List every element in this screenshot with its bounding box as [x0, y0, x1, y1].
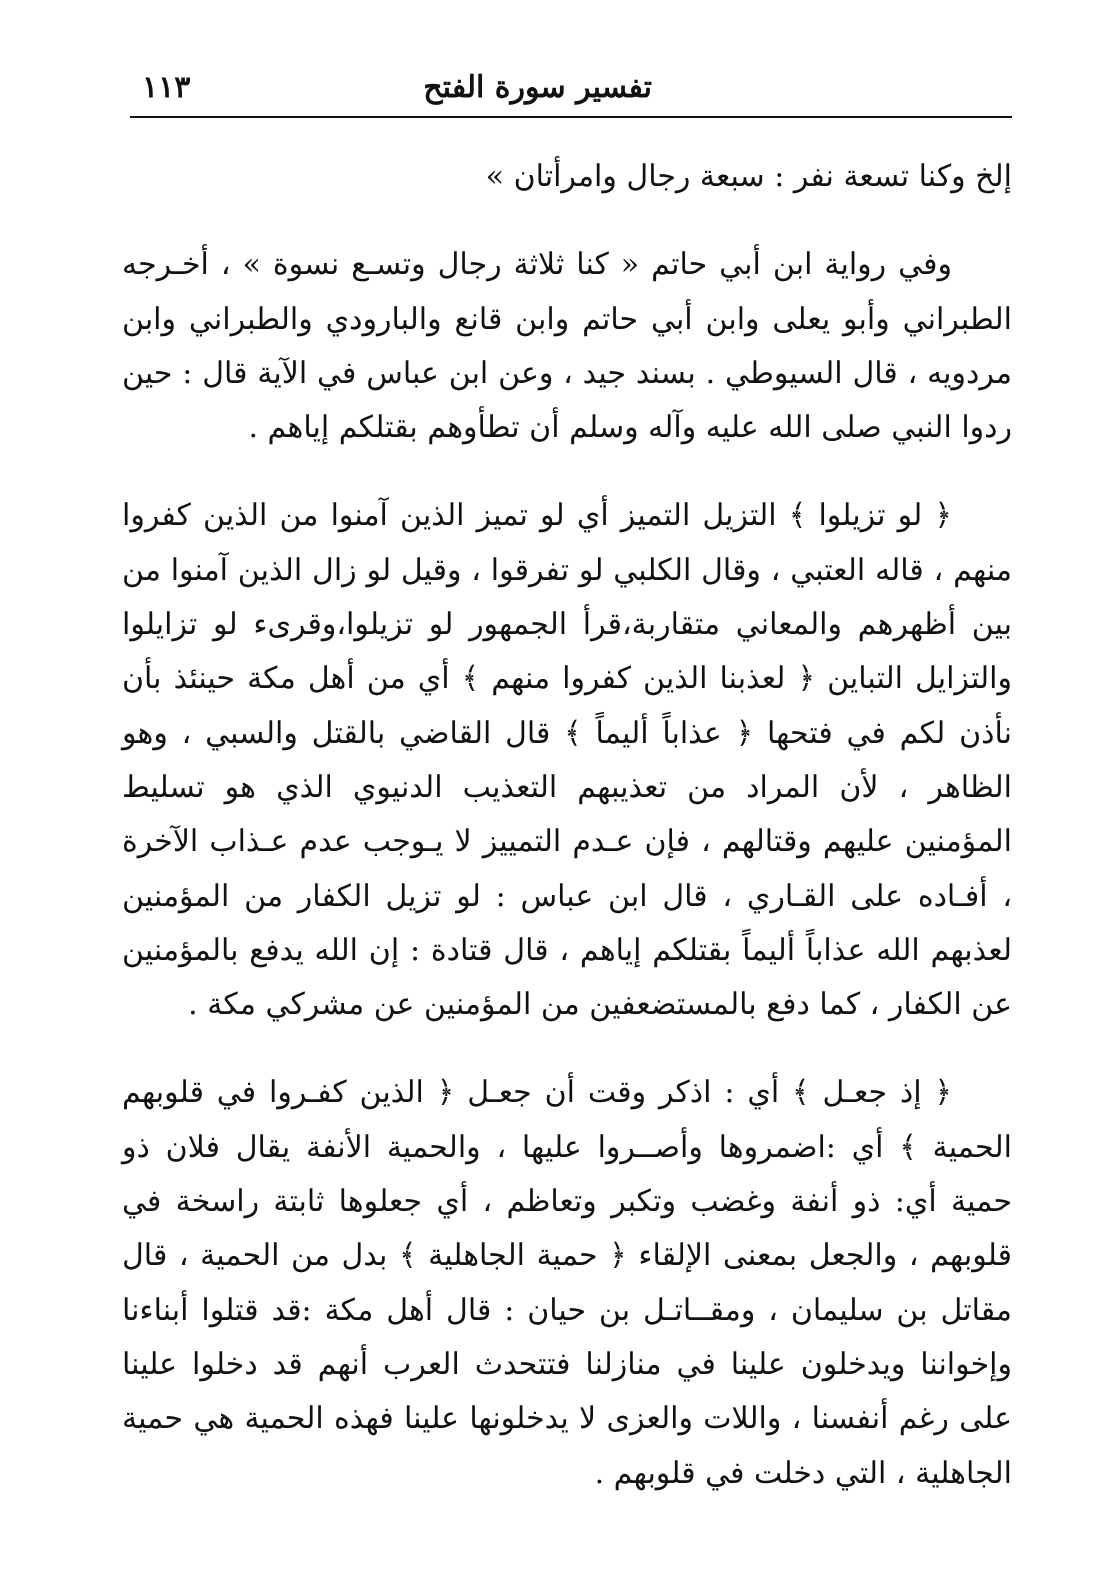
running-title: تفسير سورة الفتح [423, 70, 652, 105]
paragraph-narration: وفي رواية ابن أبي حاتم « كنا ثلاثة رجال وتسـع نسوة » ، أخـرجه الطبراني وأبو يعلى وابن أبي حاتم وابن قانع والبارودي والطبراني وابن مردويه ، قال السيوطي . بسند جيد ، وعن ابن عباس في الآية قال : حين ردوا النبي صلى الله عليه وآله وسلم أن تطأوهم بقتلكم إياهم . [122, 247, 1012, 446]
paragraph-hamiyya: ﴿ إذ جعـل ﴾ أي : اذكر وقت أن جعـل ﴿ الذين كفـروا في قلوبهم الحمية ﴾ أي :اضمروها وأصــروا عليها ، والحمية الأنفة يقال فلان ذو حمية أي: ذو أنفة وغضب وتكبر وتعاظم ، أي جعلوها ثابتة راسخة في قلوبهم ، والجعل بمعنى الإلقاء ﴿ حمية الجاهلية ﴾ بدل من الحمية ، قال مقاتل بن سليمان ، ومقــاتـل بن حيان : قال أهل مكة :قد قتلوا أبناءنا وإخواننا ويدخلون علينا في منازلنا فتتحدث العرب أنهم قد دخلوا علينا على رغم أنفسنا ، واللات والعزى لا يدخلونها علينا فهذه الحمية هي حمية الجاهلية ، التي دخلت في قلوبهم . [122, 1075, 1012, 1491]
paragraph-continuation: إلخ وكنا تسعة نفر : سبعة رجال وامرأتان » [485, 159, 1012, 194]
page-body [122, 150, 1012, 1501]
page-number: ١١٣ [142, 70, 191, 105]
page-header [130, 70, 1012, 118]
paragraph-tazayyalu: ﴿ لو تزيلوا ﴾ التزيل التميز أي لو تميز الذين آمنوا من الذين كفروا منهم ، قاله العتبي ، وقال الكلبي لو تفرقوا ، وقيل لو زال الذين آمنوا من بين أظهرهم والمعاني متقاربة،قرأ الجمهور لو تزيلوا،وقرىء لو تزايلوا والتزايل التباين ﴿ لعذبنا الذين كفروا منهم ﴾ أي من أهل مكة حينئذ بأن نأذن لكم في فتحها ﴿ عذاباً أليماً ﴾ قال القاضي بالقتل والسبي ، وهو الظاهر ، لأن المراد من تعذيبهم التعذيب الدنيوي الذي هو تسليط المؤمنين عليهم وقتالهم ، فإن عـدم التمييز لا يـوجب عدم عـذاب الآخرة ، أفـاده على القـاري ، قال ابن عباس : لو تزيل الكفار من المؤمنين لعذبهم الله عذاباً أليماً بقتلكم إياهم ، قال قتادة : إن الله يدفع بالمؤمنين عن الكفار ، كما دفع بالمستضعفين من المؤمنين عن مشركي مكة . [122, 498, 1012, 1023]
